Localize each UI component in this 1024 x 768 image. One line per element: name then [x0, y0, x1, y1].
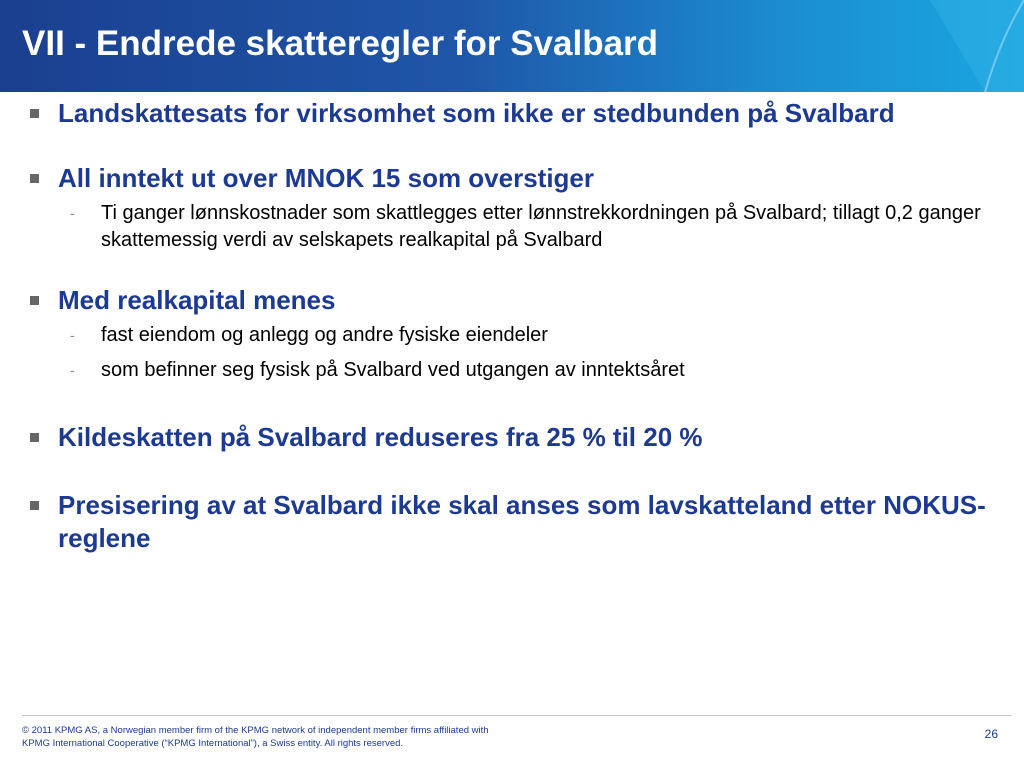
copyright-line: KPMG International Cooperative (“KPMG International”), a Swiss entity. All rights reserved.	[22, 738, 404, 749]
bullet-text: Presisering av at Svalbard ikke skal anses som lavskatteland etter NOKUS-reglene	[58, 490, 986, 553]
dash-bullet-icon: -	[70, 205, 75, 221]
page-number: 26	[984, 727, 998, 741]
sub-bullet-text: Ti ganger lønnskostnader som skattlegges etter lønnstrekkordningen på Svalbard; tillagt 0,2 ganger skattemessig verdi av selskapets realkapital på Svalbard	[101, 202, 981, 251]
bullet-item	[28, 421, 988, 454]
sub-bullet-text: som befinner seg fysisk på Svalbard ved utgangen av inntektsåret	[101, 359, 685, 381]
sub-bullet-text: fast eiendom og anlegg og andre fysiske eiendeler	[101, 324, 548, 346]
bullet-list	[28, 97, 988, 555]
title-bar	[0, 0, 1024, 92]
sub-bullet-item	[28, 200, 988, 254]
bullet-text: Kildeskatten på Svalbard reduseres fra 25 % til 20 %	[58, 422, 703, 452]
footer-divider	[22, 715, 1012, 716]
square-bullet-icon	[30, 296, 39, 305]
bullet-item	[28, 162, 988, 195]
sub-bullet-item	[28, 357, 988, 384]
bullet-text: All inntekt ut over MNOK 15 som overstiger	[58, 163, 595, 193]
bullet-item	[28, 489, 988, 555]
square-bullet-icon	[30, 109, 39, 118]
footer-copyright	[22, 724, 722, 750]
bullet-item	[28, 97, 988, 130]
dash-bullet-icon: -	[70, 327, 75, 343]
copyright-line: © 2011 KPMG AS, a Norwegian member firm of the KPMG network of independent member firms affiliated with	[22, 725, 489, 736]
dash-bullet-icon: -	[70, 362, 75, 378]
bullet-item	[28, 284, 988, 317]
sub-bullet-item	[28, 322, 988, 349]
bullet-text: Med realkapital menes	[58, 285, 336, 315]
slide-title: VII - Endrede skatteregler for Svalbard	[22, 24, 659, 63]
bullet-text: Landskattesats for virksomhet som ikke er stedbunden på Svalbard	[58, 98, 895, 128]
square-bullet-icon	[30, 433, 39, 442]
square-bullet-icon	[30, 501, 39, 510]
square-bullet-icon	[30, 174, 39, 183]
